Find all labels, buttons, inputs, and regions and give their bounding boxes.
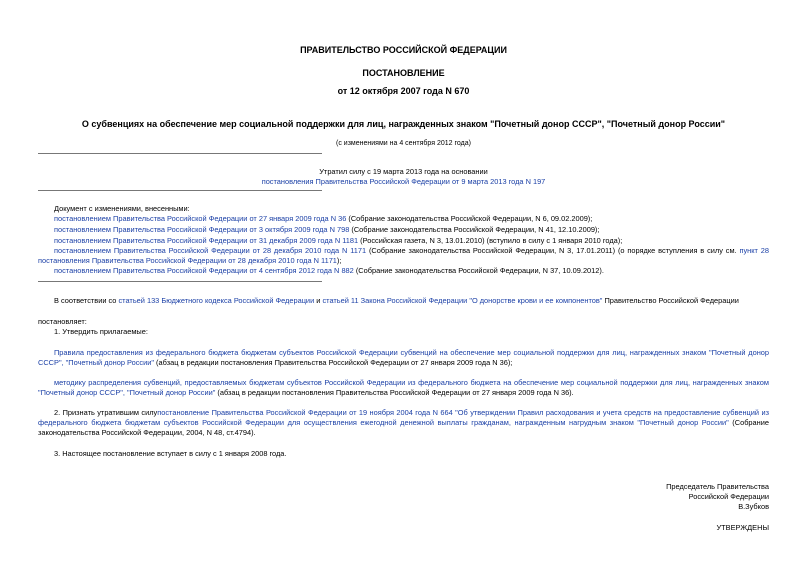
approved-label: УТВЕРЖДЕНЫ <box>716 523 769 532</box>
change-link[interactable]: постановлением Правительства Российской Федерации от 3 октября 2009 года N 798 <box>54 225 350 234</box>
list-item: постановлением Правительства Российской Федерации от 28 декабря 2010 года N 1171 (Собрание законодательства Российской Федерации, N 3, 17.01.2011) (о порядке вступления в силу см. пункт 28 постановления Правительства Российской Федерации от 28 декабря 2010 года N 1171); <box>38 246 770 265</box>
paragraph-3: 3. Настоящее постановление вступает в силу с 1 января 2008 года. <box>54 449 287 458</box>
preamble: В соответствии со статьей 133 Бюджетного кодекса Российской Федерации и статьей 11 Закона Российской Федерации "О донорстве крови и ее компонентов" Правительство Российской Федерации <box>54 296 739 305</box>
doc-title: О субвенциях на обеспечение мер социальной поддержки для лиц, награжденных знаком "Почетный донор СССР", "Почетный донор России" <box>81 119 726 129</box>
change-link-secondary[interactable]: пункт 28 постановления Правительства Российской Федерации от 28 декабря 2010 года N 1171 <box>38 246 770 265</box>
government-title: ПРАВИТЕЛЬСТВО РОССИЙСКОЙ ФЕДЕРАЦИИ <box>300 45 507 55</box>
signature-org: Российской Федерации <box>688 492 769 501</box>
donor-law-link[interactable]: статьей 11 Закона Российской Федерации "О донорстве крови и ее компонентов" <box>322 296 603 305</box>
change-link[interactable]: постановлением Правительства Российской Федерации от 31 декабря 2009 года N 1181 <box>54 236 359 245</box>
method-paragraph: методику распределения субвенций, предоставляемых бюджетам субъектов Российской Федерации из федерального бюджета на обеспечение мер социальной поддержки для лиц, награжденных знаком "Почетный донор СССР", "Почетный донор России" (абзац в редакции постановления Правительства Российской Федерации от 27 января 2009 года N 36). <box>38 378 769 397</box>
repealed-decree-link[interactable]: постановление Правительства Российской Федерации от 19 ноября 2004 года N 664 "Об утверждении Правил расходования и учета средств на предоставление субвенций из федерального бюджета бюджетам субъектов Российской Федерации для осуществления ежегодной денежной выплаты гражданам, награжденным нагрудным знаком "Почетный донор России" <box>38 408 769 427</box>
divider <box>38 153 322 154</box>
amendment-note: (с изменениями на 4 сентября 2012 года) <box>336 140 471 147</box>
invalid-notice-link[interactable]: постановления Правительства Российской Федерации от 9 марта 2013 года N 197 <box>261 177 546 186</box>
change-link[interactable]: постановлением Правительства Российской Федерации от 28 декабря 2010 года N 1171 <box>54 246 367 255</box>
list-item: постановлением Правительства Российской Федерации от 27 января 2009 года N 36 (Собрание законодательства Российской Федерации, N 6, 09.02.2009); <box>54 214 593 223</box>
list-item: постановлением Правительства Российской Федерации от 4 сентября 2012 года N 882 (Собрание законодательства Российской Федерации, N 37, 10.09.2012). <box>54 266 604 275</box>
paragraph-1: 1. Утвердить прилагаемые: <box>54 327 148 336</box>
change-link[interactable]: постановлением Правительства Российской Федерации от 4 сентября 2012 года N 882 <box>54 266 354 275</box>
rules-link[interactable]: Правила предоставления из федерального бюджета бюджетам субъектов Российской Федерации субвенций на обеспечение мер социальной поддержки для лиц, награжденных знаком "Почетный донор СССР", "Почетный донор России" <box>38 348 769 367</box>
signature-name: В.Зубков <box>738 502 769 511</box>
list-item: постановлением Правительства Российской Федерации от 3 октября 2009 года N 798 (Собрание законодательства Российской Федерации, N 41, 12.10.2009); <box>54 225 600 234</box>
changes-intro: Документ с изменениями, внесенными: <box>54 204 190 213</box>
change-link[interactable]: постановлением Правительства Российской Федерации от 27 января 2009 года N 36 <box>54 214 347 223</box>
invalid-notice-text: Утратил силу с 19 марта 2013 года на основании <box>319 167 488 176</box>
list-item: постановлением Правительства Российской Федерации от 31 декабря 2009 года N 1181 (Российская газета, N 3, 13.01.2010) (вступило в силу с 1 января 2010 года); <box>54 236 623 245</box>
signature-block <box>666 482 769 512</box>
divider <box>38 281 322 282</box>
doc-date-number: от 12 октября 2007 года N 670 <box>337 86 470 96</box>
method-link[interactable]: методику распределения субвенций, предоставляемых бюджетам субъектов Российской Федерации из федерального бюджета на обеспечение мер социальной поддержки для лиц, награжденных знаком "Почетный донор СССР", "Почетный донор России" <box>38 378 769 397</box>
divider <box>38 190 322 191</box>
budget-code-link[interactable]: статьей 133 Бюджетного кодекса Российской Федерации <box>118 296 315 305</box>
decides: постановляет: <box>38 317 87 326</box>
doc-type: ПОСТАНОВЛЕНИЕ <box>362 68 445 78</box>
signature-title: Председатель Правительства <box>666 482 769 491</box>
rules-paragraph: Правила предоставления из федерального бюджета бюджетам субъектов Российской Федерации субвенций на обеспечение мер социальной поддержки для лиц, награжденных знаком "Почетный донор СССР", "Почетный донор России" (абзац в редакции постановления Правительства Российской Федерации от 27 января 2009 года N 36); <box>38 348 769 367</box>
paragraph-2: 2. Признать утратившим силупостановление Правительства Российской Федерации от 19 ноября 2004 года N 664 "Об утверждении Правил расходования и учета средств на предоставление субвенций из федерального бюджета бюджетам субъектов Российской Федерации для осуществления ежегодной денежной выплаты гражданам, награжденным нагрудным знаком "Почетный донор России" (Собрание законодательства Российской Федерации, 2004, N 48, ст.4794). <box>38 408 769 437</box>
